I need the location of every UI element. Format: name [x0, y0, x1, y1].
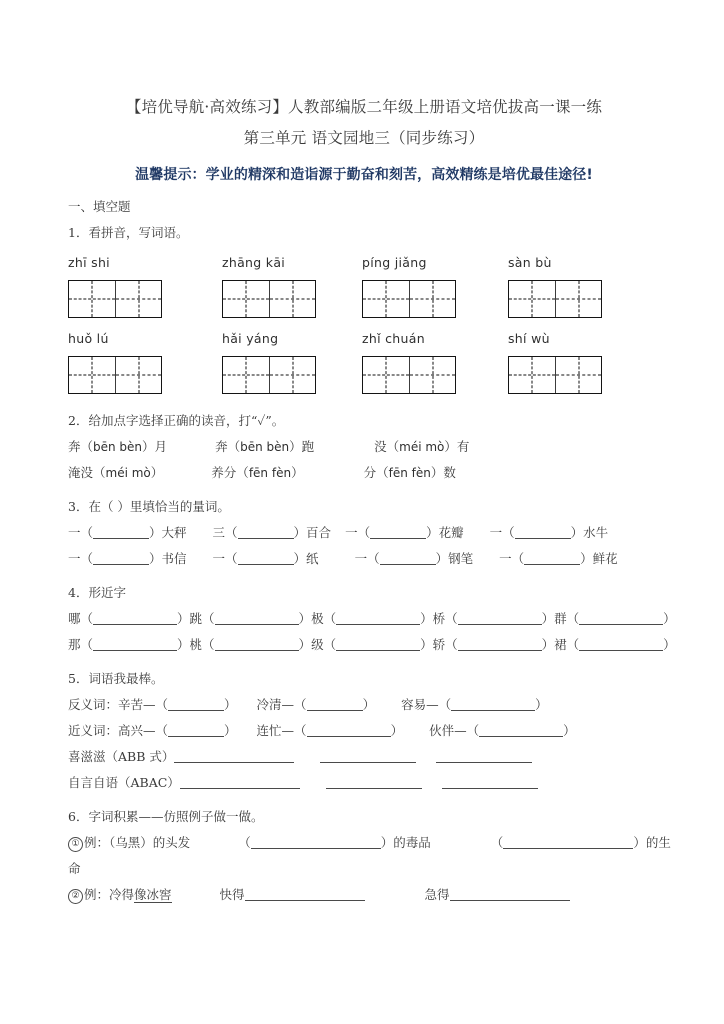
pinyin-label: huǒ lú: [68, 331, 109, 346]
q4-item-2-head: 跳（: [189, 611, 215, 626]
tianzige-grid[interactable]: [508, 280, 602, 318]
grid-cell[interactable]: [223, 281, 269, 317]
q2-item-5-after: ）: [291, 465, 304, 480]
q3-blank[interactable]: [238, 538, 294, 539]
pinyin-label: hǎi yáng: [222, 331, 279, 346]
tianzige-grid[interactable]: [68, 356, 162, 394]
q4-item-7-head: 桃（: [189, 637, 215, 652]
q3-blank[interactable]: [93, 564, 149, 565]
q4-close: ）: [420, 637, 433, 652]
q2-item-5-before: 养分（: [211, 465, 249, 480]
q1-item-3: [362, 252, 508, 318]
circled-number-2-icon: ②: [68, 889, 83, 904]
q5-abac-blank[interactable]: [442, 788, 538, 789]
question-3-prompt: 3．在（ ）里填恰当的量词。: [68, 499, 230, 514]
q6-blank[interactable]: [503, 848, 633, 849]
pinyin-label: zhī shi: [68, 255, 110, 270]
antonym-label: 反义词：: [68, 697, 119, 712]
q1-item-5: [68, 328, 222, 394]
synonym-label: 近义词：: [68, 723, 119, 738]
q3-blank[interactable]: [238, 564, 294, 565]
q2-item-6-options[interactable]: fēn fèn: [388, 466, 431, 480]
q1-item-2: [222, 252, 362, 318]
q4-blank[interactable]: [458, 624, 542, 625]
q4-row-1: [68, 606, 676, 632]
pinyin-label: píng jiǎng: [362, 255, 427, 270]
pinyin-label: zhāng kāi: [222, 255, 286, 270]
antonym-item-3: 容易—（: [401, 697, 452, 712]
q2-item-3-before: 没（: [374, 439, 400, 454]
q3-item-4-head: 一（: [489, 525, 515, 540]
pinyin-label: sàn bù: [508, 255, 552, 270]
q5-blank[interactable]: [307, 736, 391, 737]
q3-row-1: [68, 520, 660, 546]
q5-abac-row: [68, 770, 660, 796]
q3-item-7-head: 一（: [354, 551, 380, 566]
q4-item-4-head: 桥（: [432, 611, 458, 626]
q2-item-1-before: 奔（: [68, 439, 94, 454]
question-4-prompt: 4．形近字: [68, 585, 126, 600]
grid-cell[interactable]: [223, 357, 269, 393]
q2-item-6-before: 分（: [363, 465, 389, 480]
page-title: 【培优导航·高效练习】人教部编版二年级上册语文培优拔高一课一练: [125, 98, 603, 116]
q5-abac-blank[interactable]: [180, 788, 300, 789]
q2-item-1-after: ）月: [142, 439, 168, 454]
circled-number-1-icon: ①: [68, 837, 83, 852]
grid-cell[interactable]: [115, 357, 161, 393]
q4-blank[interactable]: [215, 624, 299, 625]
tianzige-grid[interactable]: [68, 280, 162, 318]
q6-item-2-row: [68, 882, 660, 908]
q4-blank[interactable]: [93, 650, 177, 651]
q2-item-4-after: ）: [150, 465, 164, 480]
q6-open-paren: （: [490, 835, 504, 850]
q5-blank[interactable]: [479, 736, 563, 737]
q4-close: ）: [298, 637, 312, 652]
synonym-item-3: 伙伴—（: [429, 723, 480, 738]
q5-abb-blank[interactable]: [320, 762, 416, 763]
q5-abb-row: [68, 744, 660, 770]
q2-item-6-after: ）数: [430, 465, 456, 480]
grid-cell[interactable]: [409, 281, 455, 317]
q3-item-5-tail: ）书信: [149, 551, 187, 566]
q5-antonym-row: [68, 692, 660, 718]
grid-cell[interactable]: [115, 281, 161, 317]
q4-blank[interactable]: [579, 650, 663, 651]
q4-close: ）: [177, 637, 190, 652]
q4-item-3-head: 极（: [311, 611, 337, 626]
q5-close: ）: [362, 697, 376, 712]
synonym-item-2: 连忙—（: [256, 723, 307, 738]
q5-blank[interactable]: [168, 736, 224, 737]
grid-cell[interactable]: [69, 281, 115, 317]
q6-item-2-example-pre: 例：冷得: [84, 887, 135, 902]
q3-blank[interactable]: [524, 564, 580, 565]
q4-close: ）: [663, 637, 676, 652]
q6-item-1-tail-2: ）的生: [633, 835, 671, 850]
abac-label: 自言自语（ABAC）: [68, 775, 180, 790]
question-6-prompt: 6．字词积累——仿照例子做一做。: [68, 809, 264, 824]
q4-close: ）: [663, 611, 676, 626]
q4-item-6-head: 那（: [68, 637, 94, 652]
synonym-item-1: 高兴—（: [118, 723, 169, 738]
tianzige-grid[interactable]: [362, 356, 456, 394]
q6-item-1-wrap: 命: [68, 861, 81, 876]
grid-cell[interactable]: [269, 357, 315, 393]
q5-synonym-row: [68, 718, 660, 744]
pinyin-label: shí wù: [508, 331, 550, 346]
q4-item-10-head: 裙（: [554, 637, 580, 652]
grid-cell[interactable]: [555, 357, 601, 393]
q6-open-paren: （: [238, 835, 251, 850]
q1-item-6: [222, 328, 362, 394]
q2-item-3-options[interactable]: méi mò: [399, 440, 445, 454]
q6-item-2-example-underlined: 像冰窖: [134, 887, 172, 902]
q2-row-1: [68, 434, 660, 460]
q4-blank[interactable]: [458, 650, 542, 651]
q3-item-6-tail: ）纸: [293, 551, 319, 566]
q3-item-2-tail: ）百合: [293, 525, 332, 540]
q3-item-8-head: 一（: [499, 551, 525, 566]
q3-item-1-head: 一（: [68, 525, 94, 540]
q4-item-9-head: 轿（: [432, 637, 458, 652]
grid-cell[interactable]: [363, 357, 409, 393]
q4-close: ）: [420, 611, 433, 626]
question-5-prompt: 5．词语我最棒。: [68, 671, 164, 686]
grid-cell[interactable]: [69, 357, 115, 393]
q4-row-2: [68, 632, 676, 658]
q4-blank[interactable]: [215, 650, 299, 651]
q3-item-7-tail: ）钢笔: [435, 551, 474, 566]
q5-blank[interactable]: [307, 710, 363, 711]
q2-item-2-options[interactable]: bēn bèn: [240, 440, 290, 454]
q2-item-4-before: 淹没（: [68, 465, 106, 480]
q4-blank[interactable]: [579, 624, 663, 625]
q1-row-1: [68, 252, 660, 318]
q5-close: ）: [390, 723, 404, 738]
tianzige-grid[interactable]: [362, 280, 456, 318]
q6-blank[interactable]: [251, 848, 381, 849]
q6-item-2-b1-label: 快得: [219, 887, 245, 902]
q4-item-8-head: 级（: [311, 637, 337, 652]
q1-item-4: [508, 252, 602, 318]
q1-item-8: [508, 328, 602, 394]
grid-cell[interactable]: [269, 281, 315, 317]
question-1-prompt: 1．看拼音，写词语。: [68, 225, 189, 240]
q6-item-1-row: [68, 830, 671, 856]
q4-blank[interactable]: [336, 624, 420, 625]
q3-item-8-tail: ）鲜花: [580, 551, 618, 566]
q3-blank[interactable]: [380, 564, 436, 565]
q5-abac-blank[interactable]: [326, 788, 422, 789]
antonym-item-2: 冷清—（: [256, 697, 307, 712]
q5-abb-blank[interactable]: [436, 762, 532, 763]
q4-item-5-head: 群（: [554, 611, 580, 626]
q4-close: ）: [541, 611, 555, 626]
page-subtitle: 第三单元 语文园地三（同步练习）: [243, 129, 485, 147]
q5-abb-blank[interactable]: [174, 762, 294, 763]
q1-item-7: [362, 328, 508, 394]
q2-item-2-before: 奔（: [215, 439, 241, 454]
q4-item-1-head: 哪（: [68, 611, 94, 626]
grid-cell[interactable]: [509, 357, 555, 393]
q2-item-2-after: ）跑: [289, 439, 315, 454]
grid-cell[interactable]: [363, 281, 409, 317]
q3-row-2: [68, 546, 660, 572]
q6-item-2-b2-label: 急得: [424, 887, 450, 902]
q1-item-1: [68, 252, 222, 318]
q3-item-2-head: 三（: [212, 525, 238, 540]
q3-item-6-head: 一（: [212, 551, 238, 566]
abb-label: 喜滋滋（ABB 式）: [68, 749, 175, 764]
tip-banner: 温馨提示：学业的精深和造诣源于勤奋和刻苦，高效精练是培优最佳途径!: [135, 167, 593, 183]
grid-cell[interactable]: [509, 281, 555, 317]
q1-row-2: [68, 328, 660, 394]
q2-item-4-options[interactable]: méi mò: [105, 466, 151, 480]
q5-blank[interactable]: [168, 710, 224, 711]
q5-close: ）: [224, 723, 237, 738]
q5-close: ）: [224, 697, 237, 712]
question-2-prompt: 2．给加点字选择正确的读音，打“✓”。: [68, 413, 285, 428]
q3-item-1-tail: ）大秤: [149, 525, 187, 540]
q2-row-2: [68, 460, 660, 486]
section-heading-fill-in-blanks: 一、填空题: [68, 199, 131, 214]
q2-item-5-options[interactable]: fēn fèn: [248, 466, 292, 480]
q5-close: ）: [563, 723, 576, 738]
q4-close: ）: [541, 637, 555, 652]
q5-blank[interactable]: [451, 710, 535, 711]
q3-blank[interactable]: [370, 538, 426, 539]
tianzige-grid[interactable]: [508, 356, 602, 394]
pinyin-label: zhǐ chuán: [362, 331, 425, 346]
q6-blank[interactable]: [245, 900, 365, 901]
q3-item-4-tail: ）水牛: [570, 525, 609, 540]
q5-close: ）: [535, 697, 548, 712]
q4-close: ）: [177, 611, 190, 626]
q3-item-3-tail: ）花瓣: [426, 525, 464, 540]
tianzige-grid[interactable]: [222, 280, 316, 318]
q3-item-3-head: 一（: [345, 525, 371, 540]
q2-item-1-options[interactable]: bēn bèn: [93, 440, 143, 454]
q6-blank[interactable]: [450, 900, 570, 901]
q4-blank[interactable]: [336, 650, 420, 651]
grid-cell[interactable]: [555, 281, 601, 317]
q3-blank[interactable]: [515, 538, 571, 539]
grid-cell[interactable]: [409, 357, 455, 393]
q6-item-1-tail-1: ）的毒品: [380, 835, 431, 850]
q4-blank[interactable]: [93, 624, 177, 625]
q2-item-3-after: ）有: [444, 439, 470, 454]
tianzige-grid[interactable]: [222, 356, 316, 394]
q6-item-1-example: 例：（乌黑）的头发: [84, 835, 191, 850]
q4-close: ）: [298, 611, 312, 626]
antonym-item-1: 辛苦—（: [118, 697, 169, 712]
q3-blank[interactable]: [93, 538, 149, 539]
q3-item-5-head: 一（: [68, 551, 94, 566]
